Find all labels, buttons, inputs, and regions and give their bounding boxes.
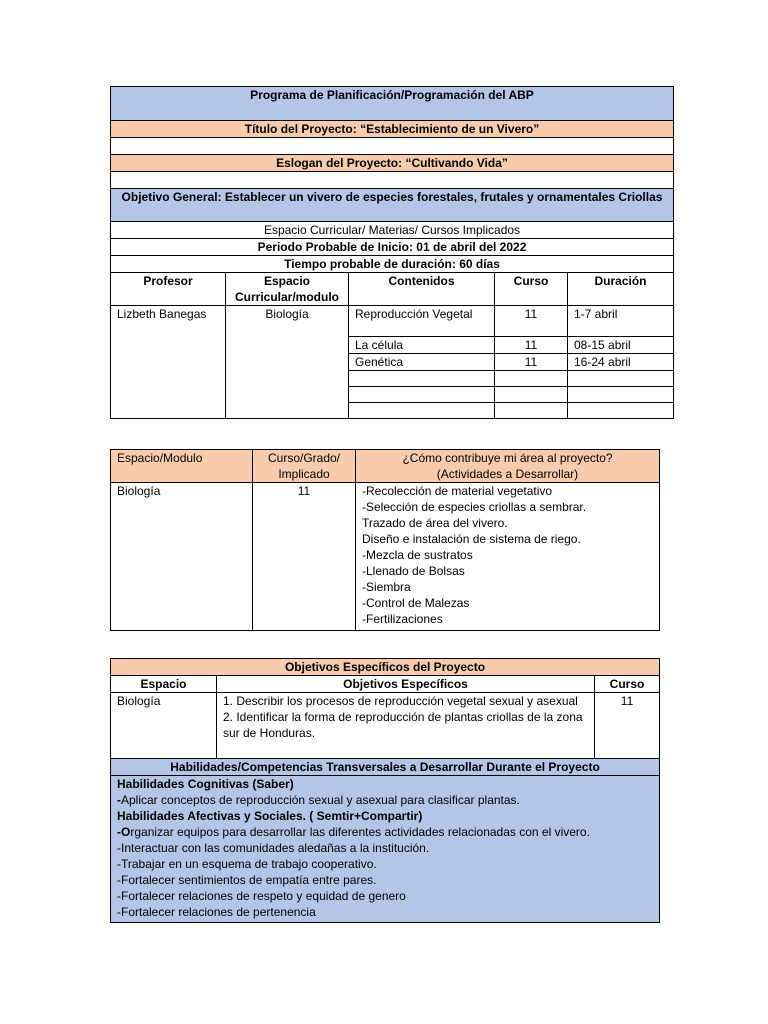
skills-title: Habilidades/Competencias Transversales a Desarrollar Durante el Proyecto xyxy=(111,759,660,776)
table-cell: 11 xyxy=(495,337,568,354)
header-contribucion xyxy=(356,450,660,483)
header-espacio: Espacio xyxy=(111,676,217,693)
project-title: Título del Proyecto: “Establecimiento de un Vivero” xyxy=(111,121,674,138)
activities-table xyxy=(110,449,660,631)
list-item: -Control de Malezas xyxy=(362,596,470,610)
curso-value: 11 xyxy=(595,693,660,759)
espacio-value: Biología xyxy=(111,483,253,631)
espacio-value: Biología xyxy=(111,693,217,759)
empty-cell xyxy=(568,387,674,403)
header-contenidos: Contenidos xyxy=(349,273,495,306)
empty-cell xyxy=(568,371,674,387)
cognitive-skills-title: Habilidades Cognitivas (Saber) xyxy=(117,777,294,791)
list-item: Diseño e instalación de sistema de riego. xyxy=(362,532,581,546)
curricular-space-heading: Espacio Curricular/ Materias/ Cursos Implicados xyxy=(111,222,674,239)
empty-cell xyxy=(495,387,568,403)
empty-row xyxy=(111,172,674,189)
dash: - xyxy=(117,793,121,807)
list-item: 2. Identificar la forma de reproducción de plantas criollas de la zona sur de Honduras. xyxy=(223,710,583,740)
list-item: -Fortalecer relaciones de pertenencia xyxy=(117,905,316,919)
header-espacio: Espacio Curricular/modulo xyxy=(226,273,349,306)
general-objective: Objetivo General: Establecer un vivero de especies forestales, frutales y ornamentales Criollas xyxy=(111,189,674,222)
affective-skills-title: Habilidades Afectivas y Sociales. ( Semtir+Compartir) xyxy=(117,809,423,823)
project-planning-table xyxy=(110,86,674,419)
empty-row xyxy=(111,138,674,155)
table-cell: 1-7 abril xyxy=(568,306,674,337)
list-item: -Interactuar con las comunidades aledañas a la institución. xyxy=(117,841,430,855)
list-item: -Recolección de material vegetativo xyxy=(362,484,553,498)
list-item xyxy=(117,792,653,808)
item-prefix: -O xyxy=(117,825,131,839)
header-profesor: Profesor xyxy=(111,273,226,306)
profesor-name: Lizbeth Banegas xyxy=(111,306,226,419)
list-item: -Fertilizaciones xyxy=(362,612,443,626)
list-item: 1. Describir los procesos de reproducción vegetal sexual y asexual xyxy=(223,694,578,708)
empty-cell xyxy=(495,403,568,419)
empty-cell xyxy=(568,403,674,419)
cognitive-item: Aplicar conceptos de reproducción sexual y asexual para clasificar plantas. xyxy=(121,793,520,807)
list-item: -Mezcla de sustratos xyxy=(362,548,473,562)
specific-objectives-title: Objetivos Específicos del Proyecto xyxy=(111,659,660,676)
header-contribucion-line1: ¿Cómo contribuye mi área al proyecto? xyxy=(402,451,613,465)
program-title: Programa de Planificación/Programación del ABP xyxy=(111,87,674,121)
empty-cell xyxy=(349,387,495,403)
empty-cell xyxy=(495,371,568,387)
header-curso: Curso xyxy=(595,676,660,693)
table-cell: La célula xyxy=(349,337,495,354)
header-duracion: Duración xyxy=(568,273,674,306)
affective-item: rganizar equipos para desarrollar las diferentes actividades relacionadas con el vivero. xyxy=(130,825,590,839)
table-cell: Genética xyxy=(349,354,495,371)
list-item: -Fortalecer sentimientos de empatía entre pares. xyxy=(117,873,377,887)
project-slogan: Eslogan del Proyecto: “Cultivando Vida” xyxy=(111,155,674,172)
table-cell: 11 xyxy=(495,306,568,337)
skills-list xyxy=(111,776,660,923)
duration-time: Tiempo probable de duración: 60 días xyxy=(111,256,674,273)
table-cell: Reproducción Vegetal xyxy=(349,306,495,337)
curso-value: 11 xyxy=(253,483,356,631)
table-cell: 11 xyxy=(495,354,568,371)
empty-cell xyxy=(349,403,495,419)
list-item: -Trabajar en un esquema de trabajo cooperativo. xyxy=(117,857,377,871)
header-objetivos: Objetivos Específicos xyxy=(217,676,595,693)
list-item: -Siembra xyxy=(362,580,411,594)
list-item: -Llenado de Bolsas xyxy=(362,564,465,578)
start-period: Periodo Probable de Inicio: 01 de abril del 2022 xyxy=(111,239,674,256)
header-curso: Curso xyxy=(495,273,568,306)
header-contribucion-line2: (Actividades a Desarrollar) xyxy=(436,467,579,481)
header-espacio-modulo: Espacio/Modulo xyxy=(111,450,253,483)
table-cell: 08-15 abril xyxy=(568,337,674,354)
list-item: -Selección de especies criollas a sembrar. xyxy=(362,500,587,514)
header-curso-grado: Curso/Grado/ Implicado xyxy=(253,450,356,483)
empty-cell xyxy=(349,371,495,387)
specific-objectives-table xyxy=(110,658,660,923)
list-item xyxy=(117,824,653,840)
activities-list xyxy=(356,483,660,631)
table-cell: 16-24 abril xyxy=(568,354,674,371)
espacio-value: Biología xyxy=(226,306,349,419)
list-item: -Fortalecer relaciones de respeto y equidad de genero xyxy=(117,889,406,903)
objectives-list xyxy=(217,693,595,759)
list-item: Trazado de área del vivero. xyxy=(362,516,508,530)
